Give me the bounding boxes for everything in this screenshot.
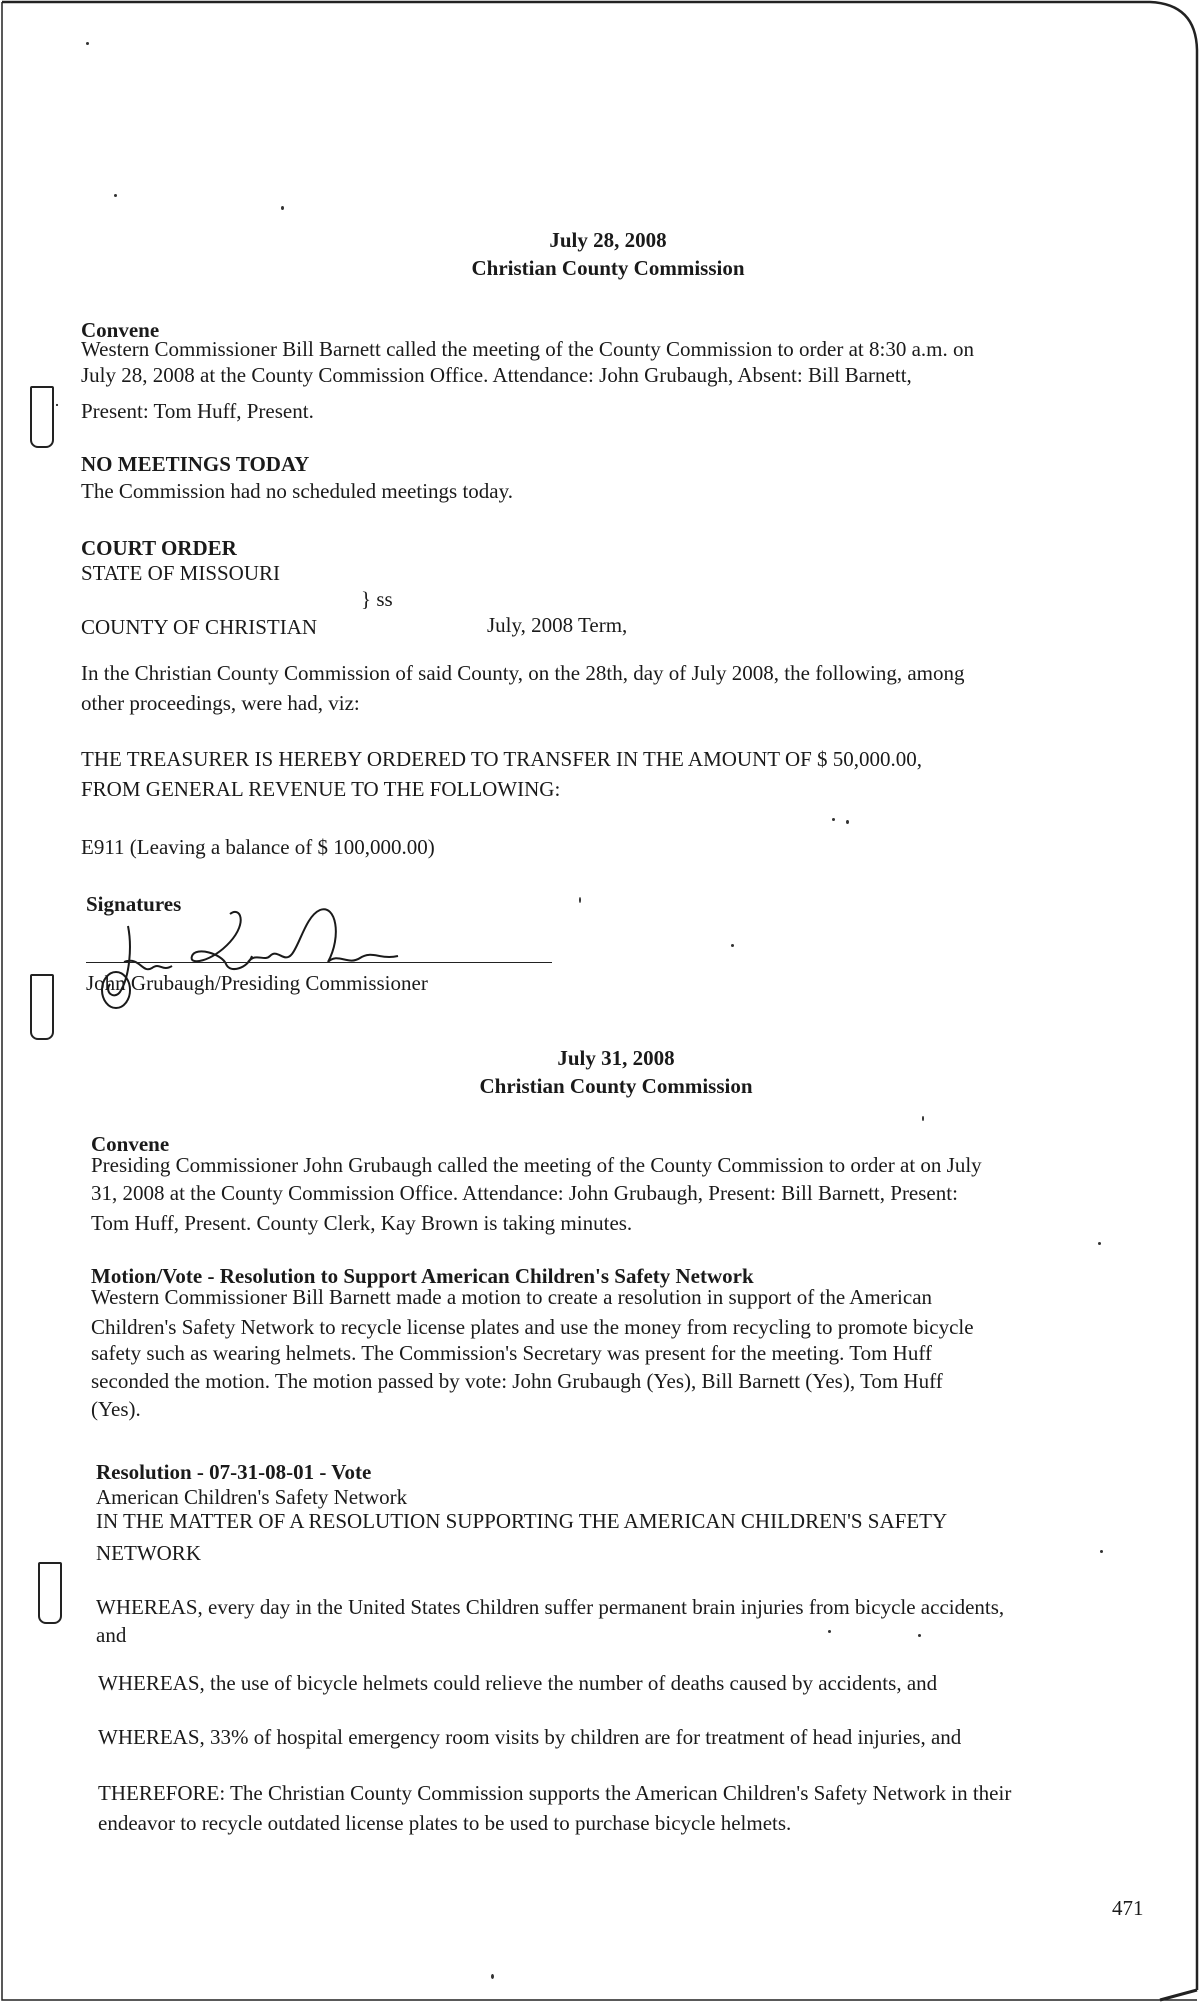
motion-line: (Yes). (91, 1397, 141, 1421)
motion-line: seconded the motion. The motion passed by vote: John Grubaugh (Yes), Bill Barnett (Yes), Tom Huff (91, 1369, 943, 1393)
margin-dot: · (54, 395, 60, 415)
motion-heading: Motion/Vote - Resolution to Support American Children's Safety Network (91, 1264, 754, 1288)
motion-line: safety such as wearing helmets. The Commission's Secretary was present for the meeting. Tom Huff (91, 1341, 932, 1365)
meeting1-date: July 28, 2008 (549, 228, 667, 252)
scan-speck (918, 1634, 921, 1637)
therefore-line: endeavor to recycle outdated license plates to be used to purchase bicycle helmets. (98, 1811, 792, 1835)
no-meetings-heading: NO MEETINGS TODAY (81, 452, 310, 476)
motion-line: Children's Safety Network to recycle license plates and use the money from recycling to promote bicycle (91, 1315, 974, 1339)
scan-speck (828, 1630, 831, 1633)
court-order-intro-line: In the Christian County Commission of said County, on the 28th, day of July 2008, the following, among (81, 661, 965, 685)
meeting1-convene-line: July 28, 2008 at the County Commission Office. Attendance: John Grubaugh, Absent: Bill Barnett, (81, 363, 912, 387)
motion-line: Western Commissioner Bill Barnett made a motion to create a resolution in support of the American (91, 1285, 933, 1309)
scan-speck (1100, 1550, 1103, 1553)
scan-speck (491, 1974, 494, 1979)
resolution-matter-line: IN THE MATTER OF A RESOLUTION SUPPORTING THE AMERICAN CHILDREN'S SAFETY (96, 1509, 948, 1533)
scan-speck (86, 42, 89, 45)
scan-speck (922, 1116, 924, 1121)
handwritten-signature (80, 896, 460, 1016)
scan-speck (846, 820, 849, 824)
meeting2-date: July 31, 2008 (557, 1046, 675, 1070)
signer-name: John Grubaugh/Presiding Commissioner (86, 971, 428, 995)
scan-speck (832, 818, 835, 821)
court-order-item: E911 (Leaving a balance of $ 100,000.00) (81, 835, 435, 859)
scan-speck (579, 897, 581, 903)
scan-speck (1098, 1242, 1101, 1245)
whereas-1-line: and (96, 1623, 127, 1647)
court-order-heading: COURT ORDER (81, 536, 237, 560)
court-order-intro-line: other proceedings, were had, viz: (81, 691, 360, 715)
court-order-transfer-line: FROM GENERAL REVENUE TO THE FOLLOWING: (81, 777, 561, 801)
meeting1-convene-line: Western Commissioner Bill Barnett called the meeting of the County Commission to order at 8:30 a.m. on (81, 337, 975, 361)
whereas-2: WHEREAS, the use of bicycle helmets could relieve the number of deaths caused by accidents, and (98, 1671, 938, 1695)
scan-speck (281, 206, 284, 210)
court-order-transfer-line: THE TREASURER IS HEREBY ORDERED TO TRANSFER IN THE AMOUNT OF $ 50,000.00, (81, 747, 923, 771)
meeting2-convene-line: Tom Huff, Present. County Clerk, Kay Brown is taking minutes. (91, 1211, 633, 1235)
therefore-line: THEREFORE: The Christian County Commission supports the American Children's Safety Network in their (98, 1781, 1012, 1805)
court-order-ss: } ss (361, 587, 393, 611)
meeting1-convene-line: Present: Tom Huff, Present. (81, 399, 314, 423)
resolution-matter-line: NETWORK (96, 1541, 201, 1565)
scan-speck (114, 194, 117, 197)
resolution-subtitle: American Children's Safety Network (96, 1485, 408, 1509)
meeting2-convene-heading: Convene (91, 1132, 170, 1156)
meeting1-body: Christian County Commission (471, 256, 745, 280)
whereas-1-line: WHEREAS, every day in the United States Children suffer permanent brain injuries from bicycle accidents, (96, 1595, 1005, 1619)
meeting2-convene-line: Presiding Commissioner John Grubaugh called the meeting of the County Commission to order at on July (91, 1153, 982, 1177)
signature-line (86, 962, 552, 963)
meeting1-convene-heading: Convene (81, 318, 160, 342)
meeting2-body: Christian County Commission (479, 1074, 753, 1098)
whereas-3: WHEREAS, 33% of hospital emergency room visits by children are for treatment of head injuries, and (98, 1725, 962, 1749)
no-meetings-text: The Commission had no scheduled meetings today. (81, 479, 513, 503)
margin-bracket (38, 1562, 62, 1624)
margin-bracket (30, 974, 54, 1040)
page-number: 471 (1112, 1896, 1144, 1920)
signatures-heading: Signatures (86, 892, 182, 916)
court-order-term: July, 2008 Term, (487, 613, 628, 637)
resolution-heading: Resolution - 07-31-08-01 - Vote (96, 1460, 372, 1484)
court-order-state: STATE OF MISSOURI (81, 561, 281, 585)
scan-speck (731, 944, 734, 947)
margin-bracket (30, 386, 54, 448)
court-order-county: COUNTY OF CHRISTIAN (81, 615, 318, 639)
meeting2-convene-line: 31, 2008 at the County Commission Office. Attendance: John Grubaugh, Present: Bill Barnett, Present: (91, 1181, 958, 1205)
